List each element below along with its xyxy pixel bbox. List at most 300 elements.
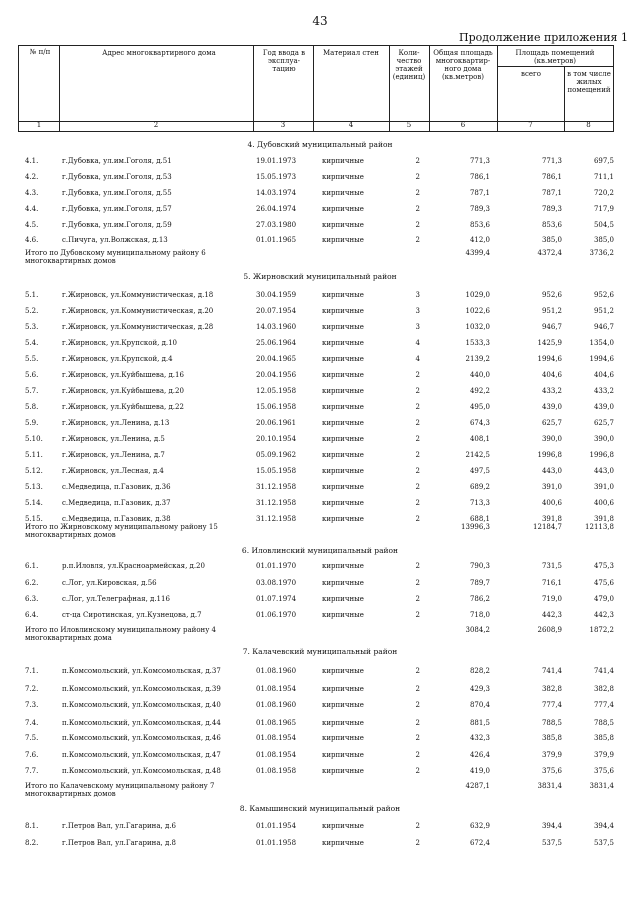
row-area-residential: 537,5: [593, 839, 614, 847]
total-label: Итого по Жирновскому муниципальному району 15 многоквартирных домов: [25, 523, 218, 539]
row-floors: 2: [415, 685, 420, 693]
row-material: кирпичные: [322, 189, 364, 197]
row-address: г.Жирновск, ул.Ленина, д.13: [62, 419, 170, 427]
row-material: кирпичные: [322, 307, 364, 315]
row-num: 5.8.: [25, 403, 39, 411]
row-address: г.Дубовка, ул.им.Гоголя, д.59: [62, 221, 172, 229]
row-area-residential: 1994,6: [589, 355, 614, 363]
table-row: [0, 204, 640, 215]
row-num: 5.1.: [25, 291, 39, 299]
row-material: кирпичные: [322, 734, 364, 742]
row-area-residential: 475,3: [593, 562, 614, 570]
row-area-residential: 404,6: [593, 371, 614, 379]
row-address: п.Комсомольский, ул.Комсомольская, д.48: [62, 767, 221, 775]
row-material: кирпичные: [322, 339, 364, 347]
row-floors: 4: [415, 355, 420, 363]
row-total-area: 495,0: [469, 403, 490, 411]
row-area-all: 952,6: [541, 291, 562, 299]
row-total-area: 881,5: [469, 719, 490, 727]
header-address: Адрес многоквартирного дома: [102, 49, 216, 57]
table-row: [0, 594, 640, 605]
row-area-residential: 400,6: [593, 499, 614, 507]
row-address: г.Жирновск, ул.Коммунистическая, д.18: [62, 291, 214, 299]
row-num: 4.5.: [25, 221, 39, 229]
row-year: 25.06.1964: [256, 339, 297, 347]
row-material: кирпичные: [322, 515, 364, 523]
table-row: [0, 402, 640, 413]
row-total-area: 713,3: [469, 499, 490, 507]
col-num: 2: [153, 121, 159, 129]
row-floors: 2: [415, 667, 420, 675]
row-area-residential: 504,5: [593, 221, 614, 229]
row-year: 05.09.1962: [256, 451, 297, 459]
row-area-all: 400,6: [541, 499, 562, 507]
row-num: 7.2.: [25, 685, 39, 693]
row-address: г.Петров Вал, ул.Гагарина, д.6: [62, 822, 176, 830]
row-num: 4.1.: [25, 157, 39, 165]
row-year: 01.08.1960: [256, 667, 297, 675]
row-area-all: 777,4: [541, 701, 562, 709]
row-address: п.Комсомольский, ул.Комсомольская, д.46: [62, 734, 221, 742]
row-total-area: 786,1: [469, 173, 490, 181]
row-total-area: 672,4: [469, 839, 490, 847]
row-total-area: 426,4: [469, 751, 490, 759]
row-material: кирпичные: [322, 323, 364, 331]
table-row: [0, 718, 640, 729]
row-material: кирпичные: [322, 839, 364, 847]
total-row: [0, 782, 640, 802]
row-year: 14.03.1974: [256, 189, 297, 197]
table-row: [0, 733, 640, 744]
row-address: г.Дубовка, ул.им.Гоголя, д.55: [62, 189, 172, 197]
row-material: кирпичные: [322, 483, 364, 491]
row-address: г.Жирновск, ул.Куйбышева, д.20: [62, 387, 184, 395]
row-num: 5.5.: [25, 355, 39, 363]
row-floors: 2: [415, 701, 420, 709]
row-area-all: 442,3: [541, 611, 562, 619]
row-address: р.п.Иловля, ул.Красноармейская, д.20: [62, 562, 205, 570]
row-address: г.Жирновск, ул.Куйбышева, д.16: [62, 371, 184, 379]
row-num: 7.3.: [25, 701, 39, 709]
table-row: [0, 561, 640, 572]
table-row: [0, 700, 640, 711]
row-area-all: 951,2: [541, 307, 562, 315]
row-area-residential: 951,2: [593, 307, 614, 315]
row-floors: 2: [415, 189, 420, 197]
row-floors: 2: [415, 451, 420, 459]
row-material: кирпичные: [322, 499, 364, 507]
row-num: 5.6.: [25, 371, 39, 379]
row-floors: 2: [415, 751, 420, 759]
row-year: 15.05.1958: [256, 467, 297, 475]
total-area-residential: 12113,8: [585, 523, 614, 531]
total-label: Итого по Иловлинскому муниципальному району 4 многоквартирных дома: [25, 626, 217, 642]
row-num: 5.4.: [25, 339, 39, 347]
row-floors: 2: [415, 221, 420, 229]
row-year: 20.10.1954: [256, 435, 297, 443]
row-year: 01.01.1970: [256, 562, 297, 570]
table-row: [0, 235, 640, 246]
row-total-area: 790,3: [469, 562, 490, 570]
row-floors: 2: [415, 236, 420, 244]
row-total-area: 674,3: [469, 419, 490, 427]
row-area-residential: 952,6: [593, 291, 614, 299]
row-address: г.Дубовка, ул.им.Гоголя, д.57: [62, 205, 172, 213]
row-material: кирпичные: [322, 579, 364, 587]
row-address: с.Медведица, п.Газовик, д.36: [62, 483, 171, 491]
col-num: 6: [460, 121, 466, 129]
section-title: 4. Дубовский муниципальный район: [247, 140, 393, 149]
table-row: [0, 578, 640, 589]
row-area-all: 1994,6: [537, 355, 562, 363]
table-row: [0, 156, 640, 167]
table-row: [0, 290, 640, 301]
row-floors: 3: [415, 307, 420, 315]
row-address: п.Комсомольский, ул.Комсомольская, д.39: [62, 685, 221, 693]
row-year: 03.08.1970: [256, 579, 297, 587]
row-address: г.Жирновск, ул.Крупской, д.10: [62, 339, 178, 347]
row-floors: 2: [415, 562, 420, 570]
total-area-all: 12184,7: [533, 523, 562, 531]
row-address: г.Жирновск, ул.Крупской, д.4: [62, 355, 173, 363]
row-year: 19.01.1973: [256, 157, 297, 165]
row-material: кирпичные: [322, 387, 364, 395]
row-total-area: 771,3: [469, 157, 490, 165]
section-title: 5. Жирновский муниципальный район: [243, 272, 397, 281]
row-material: кирпичные: [322, 751, 364, 759]
row-area-all: 625,7: [541, 419, 562, 427]
row-total-area: 432,3: [469, 734, 490, 742]
row-total-area: 688,1: [469, 515, 490, 523]
row-year: 01.08.1965: [256, 719, 297, 727]
table-row: [0, 188, 640, 199]
col-num: 4: [348, 121, 354, 129]
row-material: кирпичные: [322, 451, 364, 459]
table-row: [0, 838, 640, 849]
total-area-all: 2608,9: [537, 626, 562, 634]
row-area-residential: 379,9: [593, 751, 614, 759]
row-area-all: 946,7: [541, 323, 562, 331]
row-num: 5.15.: [25, 515, 43, 523]
row-year: 20.04.1956: [256, 371, 297, 379]
row-address: п.Комсомольский, ул.Комсомольская, д.47: [62, 751, 221, 759]
total-row: [0, 523, 640, 543]
row-area-residential: 439,0: [593, 403, 614, 411]
row-area-residential: 382,8: [593, 685, 614, 693]
row-floors: 2: [415, 483, 420, 491]
total-label: Итого по Дубовскому муниципальному району 6 многоквартирных домов: [25, 249, 206, 265]
row-area-all: 433,2: [541, 387, 562, 395]
row-total-area: 853,6: [469, 221, 490, 229]
row-area-all: 382,8: [541, 685, 562, 693]
row-num: 5.14.: [25, 499, 43, 507]
row-num: 8.2.: [25, 839, 39, 847]
row-area-all: 439,0: [541, 403, 562, 411]
row-total-area: 789,7: [469, 579, 490, 587]
row-floors: 2: [415, 467, 420, 475]
row-floors: 2: [415, 839, 420, 847]
row-num: 6.2.: [25, 579, 39, 587]
row-num: 5.2.: [25, 307, 39, 315]
row-area-all: 741,4: [541, 667, 562, 675]
row-area-all: 1996,8: [537, 451, 562, 459]
col-num: 3: [280, 121, 286, 129]
row-address: п.Комсомольский, ул.Комсомольская, д.37: [62, 667, 221, 675]
row-area-residential: 475,6: [593, 579, 614, 587]
row-address: ст-ца Сиротинская, ул.Кузнецова, д.7: [62, 611, 202, 619]
row-num: 4.3.: [25, 189, 39, 197]
row-num: 5.11.: [25, 451, 43, 459]
row-material: кирпичные: [322, 221, 364, 229]
row-area-residential: 479,0: [593, 595, 614, 603]
row-area-residential: 711,1: [593, 173, 614, 181]
table-row: [0, 220, 640, 231]
table-row: [0, 684, 640, 695]
row-address: с.Медведица, п.Газовик, д.38: [62, 515, 171, 523]
row-address: п.Комсомольский, ул.Комсомольская, д.44: [62, 719, 221, 727]
header-premises-area: Площадь помещений (кв.метров): [515, 49, 595, 65]
row-area-residential: 741,4: [593, 667, 614, 675]
row-address: г.Жирновск, ул.Ленина, д.7: [62, 451, 165, 459]
row-total-area: 2142,5: [465, 451, 490, 459]
row-num: 7.6.: [25, 751, 39, 759]
row-floors: 2: [415, 767, 420, 775]
row-total-area: 789,3: [469, 205, 490, 213]
row-address: г.Дубовка, ул.им.Гоголя, д.51: [62, 157, 172, 165]
row-year: 30.04.1959: [256, 291, 297, 299]
row-total-area: 718,0: [469, 611, 490, 619]
row-area-residential: 375,6: [593, 767, 614, 775]
row-total-area: 2139,2: [465, 355, 490, 363]
row-floors: 2: [415, 387, 420, 395]
row-area-all: 391,8: [541, 515, 562, 523]
row-total-area: 828,2: [469, 667, 490, 675]
row-material: кирпичные: [322, 467, 364, 475]
row-area-residential: 946,7: [593, 323, 614, 331]
row-total-area: 689,2: [469, 483, 490, 491]
row-num: 5.3.: [25, 323, 39, 331]
row-material: кирпичные: [322, 355, 364, 363]
row-material: кирпичные: [322, 157, 364, 165]
table-row: [0, 322, 640, 333]
row-material: кирпичные: [322, 205, 364, 213]
row-num: 8.1.: [25, 822, 39, 830]
row-address: с.Лог, ул.Кировская, д.56: [62, 579, 157, 587]
total-area-all: 4372,4: [537, 249, 562, 257]
row-total-area: 412,0: [469, 236, 490, 244]
row-address: г.Жирновск, ул.Куйбышева, д.22: [62, 403, 184, 411]
row-material: кирпичные: [322, 685, 364, 693]
row-floors: 3: [415, 291, 420, 299]
row-area-all: 385,8: [541, 734, 562, 742]
row-area-residential: 385,8: [593, 734, 614, 742]
row-year: 20.06.1961: [256, 419, 297, 427]
row-num: 5.7.: [25, 387, 39, 395]
row-area-residential: 443,0: [593, 467, 614, 475]
col-num: 1: [36, 121, 42, 129]
row-year: 01.08.1954: [256, 751, 297, 759]
row-floors: 3: [415, 323, 420, 331]
table-row: [0, 821, 640, 832]
header-all: всего: [521, 70, 541, 78]
row-material: кирпичные: [322, 822, 364, 830]
row-total-area: 440,0: [469, 371, 490, 379]
row-year: 20.07.1954: [256, 307, 297, 315]
total-area-residential: 1872,2: [589, 626, 614, 634]
row-area-all: 716,1: [541, 579, 562, 587]
row-num: 4.4.: [25, 205, 39, 213]
row-material: кирпичные: [322, 403, 364, 411]
row-area-all: 379,9: [541, 751, 562, 759]
row-floors: 2: [415, 371, 420, 379]
row-year: 15.06.1958: [256, 403, 297, 411]
row-total-area: 419,0: [469, 767, 490, 775]
table-row: [0, 354, 640, 365]
col-num: 7: [528, 121, 533, 129]
row-area-residential: 385,0: [593, 236, 614, 244]
row-total-area: 786,2: [469, 595, 490, 603]
row-area-residential: 394,4: [593, 822, 614, 830]
table-row: [0, 498, 640, 509]
row-year: 12.05.1958: [256, 387, 297, 395]
row-num: 6.3.: [25, 595, 39, 603]
row-year: 26.04.1974: [256, 205, 297, 213]
header-total-area: Общая площадь многоквартир- ного дома (кв.метров): [433, 49, 493, 81]
row-address: г.Жирновск, ул.Коммунистическая, д.20: [62, 307, 214, 315]
table-row: [0, 450, 640, 461]
row-floors: 2: [415, 173, 420, 181]
table-header: [18, 45, 614, 122]
row-material: кирпичные: [322, 236, 364, 244]
col-num: 8: [586, 121, 591, 129]
row-area-residential: 391,8: [593, 515, 614, 523]
row-year: 15.05.1973: [256, 173, 297, 181]
row-address: г.Петров Вал, ул.Гагарина, д.8: [62, 839, 176, 847]
row-num: 5.9.: [25, 419, 39, 427]
row-area-all: 385,0: [541, 236, 562, 244]
row-total-area: 1032,0: [465, 323, 490, 331]
row-floors: 2: [415, 499, 420, 507]
row-num: 6.4.: [25, 611, 39, 619]
row-material: кирпичные: [322, 435, 364, 443]
header-residential: в том числе жилых помещений: [567, 70, 611, 94]
row-floors: 2: [415, 734, 420, 742]
row-year: 01.08.1960: [256, 701, 297, 709]
row-num: 6.1.: [25, 562, 39, 570]
row-area-all: 390,0: [541, 435, 562, 443]
row-total-area: 1533,3: [465, 339, 490, 347]
table-row: [0, 338, 640, 349]
row-floors: 2: [415, 435, 420, 443]
row-material: кирпичные: [322, 562, 364, 570]
row-material: кирпичные: [322, 701, 364, 709]
row-total-area: 870,4: [469, 701, 490, 709]
row-year: 01.08.1954: [256, 685, 297, 693]
row-area-residential: 788,5: [593, 719, 614, 727]
row-num: 7.7.: [25, 767, 39, 775]
row-area-all: 771,3: [541, 157, 562, 165]
table-row: [0, 750, 640, 761]
row-area-all: 443,0: [541, 467, 562, 475]
row-floors: 2: [415, 515, 420, 523]
header-floors: Коли- чество этажей (единиц): [392, 49, 426, 81]
row-material: кирпичные: [322, 291, 364, 299]
row-total-area: 1022,6: [465, 307, 490, 315]
total-area-residential: 3831,4: [589, 782, 614, 790]
table-row: [0, 466, 640, 477]
row-material: кирпичные: [322, 173, 364, 181]
row-num: 5.13.: [25, 483, 43, 491]
row-area-all: 537,5: [541, 839, 562, 847]
page-number: 43: [312, 14, 328, 28]
row-address: г.Жирновск, ул.Ленина, д.5: [62, 435, 165, 443]
row-address: г.Дубовка, ул.им.Гоголя, д.53: [62, 173, 172, 181]
row-area-residential: 442,3: [593, 611, 614, 619]
header-year: Год ввода в эксплуа- тацию: [262, 49, 306, 73]
row-total-area: 492,2: [469, 387, 490, 395]
table-row: [0, 610, 640, 621]
row-year: 20.04.1965: [256, 355, 297, 363]
row-area-all: 789,3: [541, 205, 562, 213]
row-area-all: 788,5: [541, 719, 562, 727]
row-area-residential: 433,2: [593, 387, 614, 395]
row-address: г.Жирновск, ул.Лесная, д.4: [62, 467, 164, 475]
row-total-area: 632,9: [469, 822, 490, 830]
total-area: 13996,3: [461, 523, 490, 531]
section-title: 7. Калачевский муниципальный район: [242, 647, 398, 656]
row-floors: 2: [415, 403, 420, 411]
row-area-all: 853,6: [541, 221, 562, 229]
row-floors: 2: [415, 205, 420, 213]
continuation-label: Продолжение приложения 1: [459, 31, 628, 44]
row-year: 31.12.1958: [256, 483, 297, 491]
total-row: [0, 626, 640, 646]
total-area: 3084,2: [465, 626, 490, 634]
row-area-residential: 720,2: [593, 189, 614, 197]
row-area-all: 787,1: [541, 189, 562, 197]
total-area: 4287,1: [465, 782, 490, 790]
row-area-all: 404,6: [541, 371, 562, 379]
table-row: [0, 418, 640, 429]
row-area-residential: 1354,0: [589, 339, 614, 347]
total-area-all: 3831,4: [537, 782, 562, 790]
table-row: [0, 306, 640, 317]
row-year: 01.08.1954: [256, 734, 297, 742]
table-row: [0, 434, 640, 445]
row-address: г.Жирновск, ул.Коммунистическая, д.28: [62, 323, 214, 331]
total-row: [0, 249, 640, 269]
total-area-residential: 3736,2: [589, 249, 614, 257]
row-area-all: 394,4: [541, 822, 562, 830]
row-year: 01.01.1954: [256, 822, 297, 830]
row-area-all: 391,0: [541, 483, 562, 491]
row-total-area: 408,1: [469, 435, 490, 443]
row-total-area: 787,1: [469, 189, 490, 197]
row-year: 27.03.1980: [256, 221, 297, 229]
table-row: [0, 482, 640, 493]
header-num: № п/п: [29, 48, 51, 56]
row-area-residential: 697,5: [593, 157, 614, 165]
row-num: 7.5.: [25, 734, 39, 742]
row-total-area: 429,3: [469, 685, 490, 693]
row-year: 01.01.1958: [256, 839, 297, 847]
row-address: с.Пичуга, ул.Волжская, д.13: [62, 236, 168, 244]
row-area-residential: 777,4: [593, 701, 614, 709]
table-row: [0, 370, 640, 381]
row-address: с.Лог, ул.Телеграфная, д.116: [62, 595, 170, 603]
row-year: 01.06.1970: [256, 611, 297, 619]
row-material: кирпичные: [322, 595, 364, 603]
